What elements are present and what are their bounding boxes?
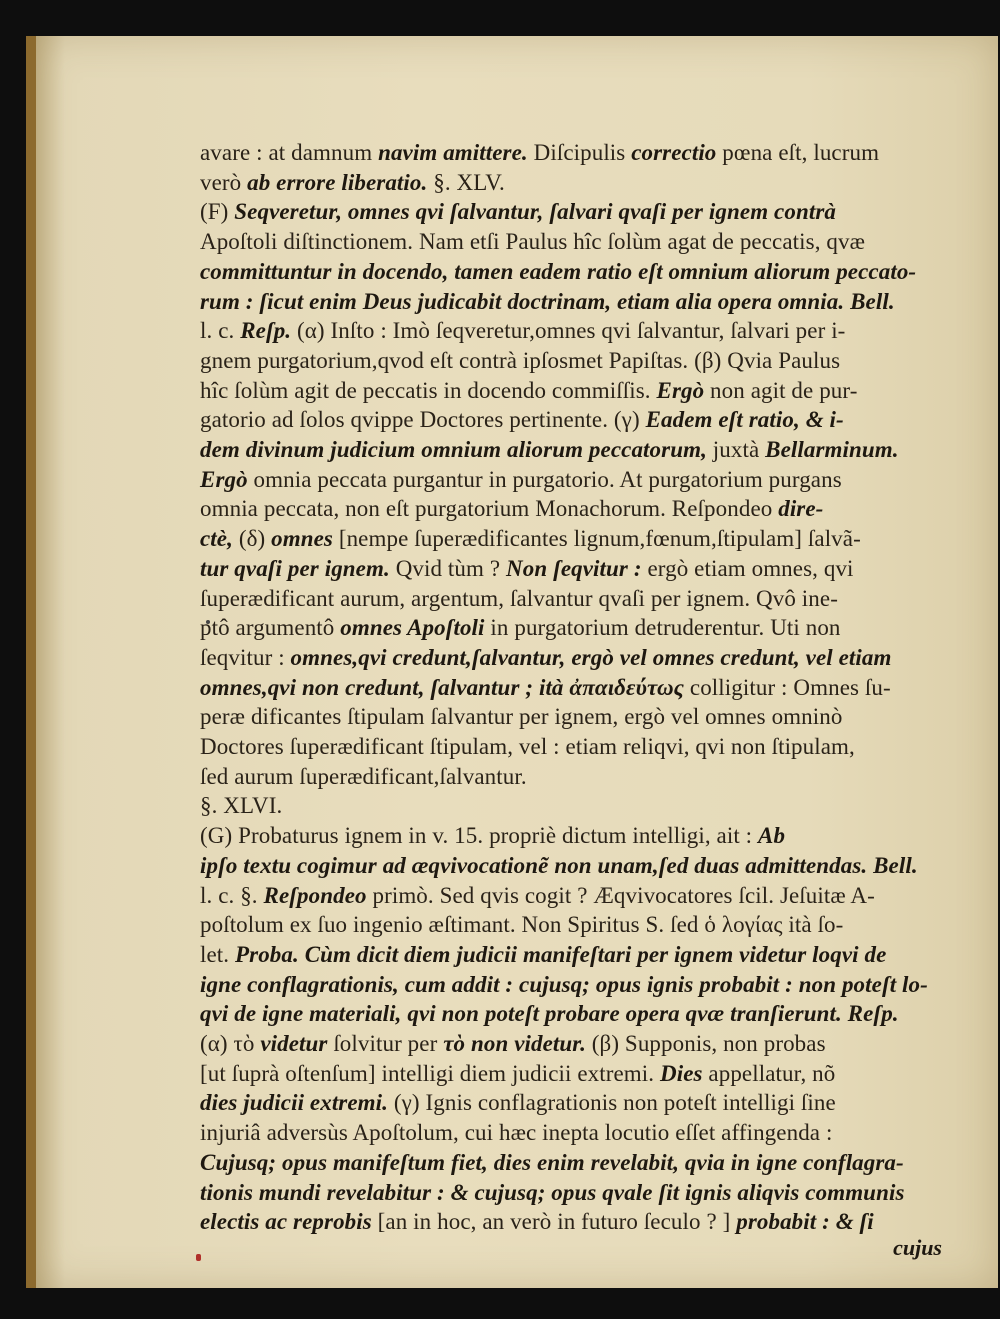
text-line — [200, 140, 879, 166]
text-line — [200, 942, 886, 968]
text-line — [200, 318, 845, 344]
text-line — [200, 289, 895, 315]
roman-segment: peræ dificantes ſtipulam ſalvantur per ignem, ergò vel omnes omninò — [200, 704, 843, 730]
italic-segment: omnes,qvi credunt,ſalvantur, ergò vel omnes credunt, vel etiam — [290, 644, 892, 670]
italic-segment: tionis mundi revelabitur : & cujusq; opus qvale ſit ignis aliqvis communis — [200, 1179, 905, 1205]
text-line — [200, 348, 840, 374]
roman-segment: juxtà — [712, 437, 766, 462]
text-line — [200, 675, 891, 701]
roman-segment: ſuperædificant aurum, argentum, ſalvantur qvaſi per ignem. Qvô ine- — [200, 585, 838, 611]
text-line — [200, 823, 785, 849]
roman-segment: gnem purgatorium,qvod eſt contrà ipſosmet Papiſtas. (β) Qvia Paulus — [200, 347, 841, 373]
text-line — [200, 1061, 835, 1087]
italic-segment: Ergò — [200, 466, 254, 492]
text-line — [200, 556, 854, 582]
roman-segment: ſolvitur per — [333, 1031, 444, 1056]
italic-segment: Reſpondeo — [263, 882, 373, 908]
roman-segment: avare : at damnum — [200, 140, 379, 165]
italic-segment: ab errore liberatio. — [247, 169, 428, 195]
italic-segment: Cujusq; opus manifeſtum fiet, dies enim revelabit, qvia in igne conflagra- — [200, 1149, 904, 1175]
text-line — [200, 437, 899, 463]
italic-segment: probabit : & ſi — [736, 1209, 874, 1235]
italic-segment: rum : ſicut enim Deus judicabit doctrinam, etiam alia opera omnia. Bell. — [200, 288, 895, 314]
roman-segment: colligitur : Omnes ſu- — [689, 674, 891, 700]
italic-segment: Seqveretur, omnes qvi ſalvantur, ſalvari qvaſi per ignem contrà — [234, 199, 836, 225]
roman-segment: (F) — [200, 199, 235, 225]
roman-segment: (β) Supponis, non probas — [591, 1031, 826, 1056]
text-line — [200, 378, 857, 404]
roman-segment: l. c. §. — [200, 882, 264, 908]
italic-segment: omnes,qvi non credunt, ſalvantur ; ità ἀπαιδεύτως — [200, 674, 690, 700]
text-line — [200, 1180, 905, 1206]
italic-segment: Eadem eſt ratio, & i- — [645, 407, 844, 433]
roman-segment: hîc ſolùm agit de peccatis in docendo commiſſis. — [200, 377, 657, 403]
roman-segment: Diſcipulis — [533, 140, 632, 165]
italic-segment: navim amittere. — [378, 140, 534, 165]
roman-segment: ſed aurum ſuperædificant,ſalvantur. — [200, 763, 527, 789]
text-line — [200, 734, 855, 760]
roman-segment: ptô argumentô — [200, 615, 341, 641]
roman-segment: let. — [200, 941, 235, 967]
roman-segment: injuriâ adversùs Apoſtolum, cui hæc inepta locutio eſſet affingenda : — [200, 1120, 833, 1146]
roman-segment: omnia peccata purgantur in purgatorio. At purgatorium purgans — [253, 466, 842, 492]
text-line — [200, 615, 841, 641]
roman-segment: poſtolum ex ſuo ingenio æſtimant. Non Spiritus S. ſed ὁ λογίας ità ſo- — [200, 912, 844, 938]
roman-segment: non agit de pur- — [710, 377, 858, 403]
italic-segment: correctio — [631, 140, 723, 165]
italic-segment: Ergò — [656, 377, 711, 403]
italic-segment: dies judicii extremi. — [200, 1090, 394, 1116]
italic-segment: omnes — [271, 526, 339, 552]
roman-segment: Apoſtoli diſtinctionem. Nam etſi Paulus hîc ſolùm agat de peccatis, qvæ — [200, 229, 866, 255]
text-line — [200, 1150, 904, 1176]
italic-segment: videtur — [260, 1031, 334, 1056]
text-line — [200, 972, 928, 998]
italic-segment: committuntur in docendo, tamen eadem ratio eſt omnium aliorum peccato- — [200, 258, 917, 284]
italic-segment: qvi de igne materiali, qvi non poteſt probare opera qvæ tranſierunt. Reſp. — [200, 1001, 899, 1027]
italic-segment: tur qvaſi per ignem. — [200, 555, 396, 581]
text-line — [200, 467, 842, 493]
italic-segment: Proba. Cùm dicit diem judicii manifeſtari per ignem videtur loqvi de — [235, 941, 887, 967]
text-line — [200, 1001, 899, 1027]
text-line — [200, 793, 282, 819]
italic-segment: electis ac reprobis — [200, 1209, 378, 1235]
roman-segment: in purgatorium detruderentur. Uti non — [490, 615, 841, 641]
italic-segment: Reſp. — [240, 318, 298, 344]
roman-segment: (G) Probaturus ignem in v. 15. propriè dictum intelligi, ait : — [200, 823, 758, 849]
italic-segment: τὸ non videtur. — [443, 1031, 592, 1056]
text-line — [200, 1120, 832, 1146]
italic-segment: ctè, — [200, 526, 239, 552]
text-line — [200, 526, 861, 552]
roman-segment: Qvid tùm ? — [395, 555, 507, 581]
text-line — [200, 229, 865, 255]
red-ink-spot — [196, 1254, 201, 1261]
italic-segment: omnes Apoſtoli — [340, 615, 491, 641]
text-line — [200, 704, 842, 730]
text-line — [200, 199, 836, 225]
italic-segment: igne conflagrationis, cum addit : cujusq; opus ignis probabit : non poteſt lo- — [200, 971, 928, 997]
italic-segment: dire- — [778, 496, 824, 522]
roman-segment: omnia peccata, non eſt purgatorium Monachorum. Reſpondeo — [200, 496, 779, 522]
italic-segment: Ab — [758, 823, 786, 849]
italic-segment: Dies — [660, 1060, 709, 1086]
italic-segment: ipſo textu cogimur ad æqvivocationẽ non unam,ſed duas admittendas. Bell. — [200, 852, 918, 878]
text-line — [200, 1209, 874, 1235]
roman-segment: (α) Inſto : Imò ſeqveretur,omnes qvi ſalvantur, ſalvari per i- — [297, 318, 846, 344]
text-line — [200, 912, 843, 938]
roman-segment: verò — [200, 169, 248, 195]
roman-segment: appellatur, nõ — [708, 1060, 836, 1086]
roman-segment: §. XLVI. — [200, 793, 283, 819]
roman-segment: ſeqvitur : — [200, 644, 291, 670]
roman-segment: l. c. — [200, 318, 241, 344]
text-line — [200, 170, 505, 196]
italic-segment: Non ſeqvitur : — [506, 555, 648, 581]
text-line — [200, 645, 892, 671]
catchword: cujus — [893, 1235, 942, 1260]
text-line — [200, 853, 918, 879]
text-line — [200, 259, 916, 285]
text-line — [200, 883, 875, 909]
text-line — [200, 586, 838, 612]
text-line — [200, 1090, 836, 1116]
roman-segment: Doctores ſuperædificant ſtipulam, vel : etiam reliqvi, qvi non ſtipulam, — [200, 734, 855, 759]
roman-segment: [ut ſuprà oſtenſum] intelligi diem judicii extremi. — [200, 1060, 660, 1086]
text-line — [200, 764, 527, 790]
text-line — [200, 496, 823, 522]
roman-segment: [an in hoc, an verò in futuro ſeculo ? ] — [377, 1209, 737, 1235]
text-line — [200, 407, 844, 433]
roman-segment: (δ) — [238, 526, 272, 552]
text-line — [200, 1031, 826, 1057]
roman-segment: pœna eſt, lucrum — [722, 140, 880, 165]
roman-segment: §. XLV. — [427, 169, 505, 195]
roman-segment: (α) τὸ — [200, 1031, 261, 1056]
roman-segment: primò. Sed qvis cogit ? Æqvivocatores ſcil. Jeſuitæ A- — [372, 882, 875, 908]
italic-segment: dem divinum judicium omnium aliorum peccatorum, — [200, 437, 713, 462]
roman-segment: [nempe ſuperædificantes lignum,fœnum,ſtipulam] ſalvã- — [338, 526, 861, 552]
roman-segment: gatorio ad ſolos qvippe Doctores pertinente. (γ) — [200, 407, 646, 433]
book-page — [26, 36, 998, 1288]
roman-segment: (γ) Ignis conflagrationis non poteſt intelligi ſine — [393, 1090, 836, 1116]
roman-segment: ergò etiam omnes, qvi — [647, 555, 854, 581]
italic-segment: Bellarminum. — [765, 437, 899, 462]
